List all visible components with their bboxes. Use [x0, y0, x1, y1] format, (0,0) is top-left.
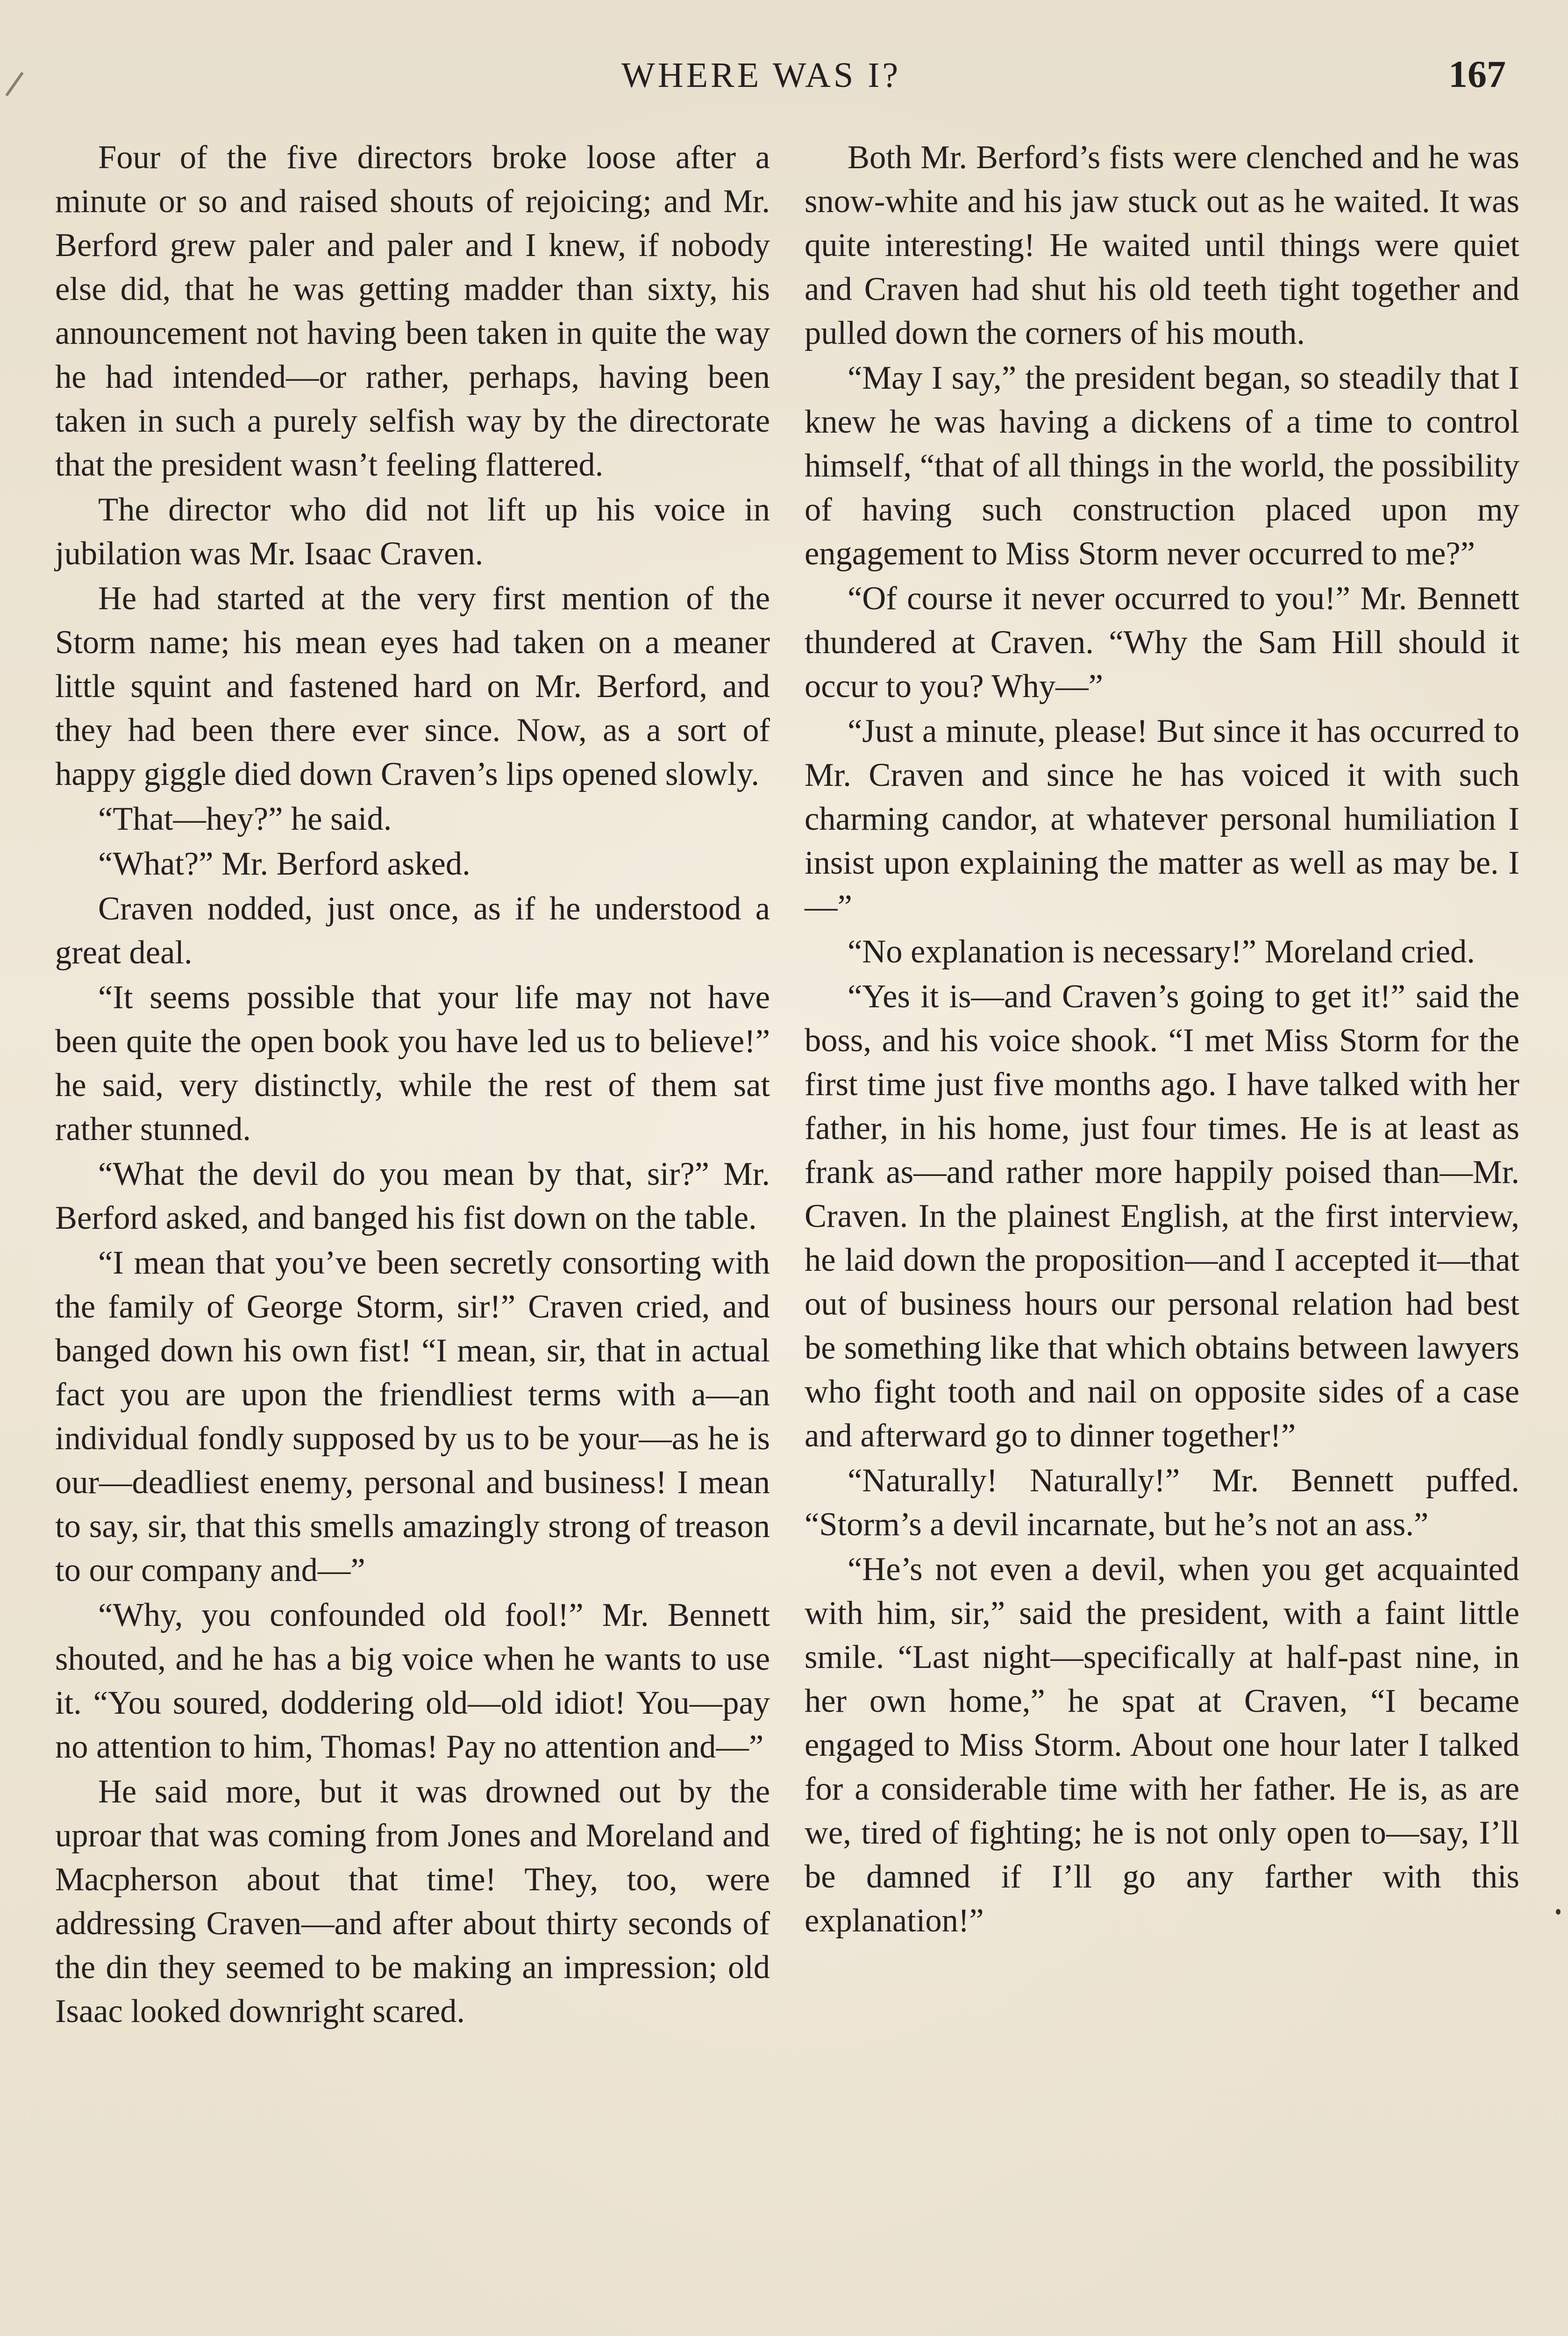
paragraph: “That—hey?” he said.: [98, 801, 392, 837]
paragraph: Four of the five directors broke loose after a minute or so and raised shouts of rejoicing; and Mr. Berford grew paler and paler and I knew, if nobody else did, that he was getting madder than sixty, his announcement not having been taken in quite the way he had intended—or rather, perhaps, having been taken in such a purely selfish way by the directorate that the president wasn’t feeling flattered.: [55, 139, 770, 483]
paragraph: He said more, but it was drowned out by the uproar that was coming from Jones and Moreland and Macpherson about that time! They, too, were addressing Craven—and after about thirty seconds of the din they seemed to be making an impression; old Isaac looked downright scared.: [55, 1773, 770, 2030]
paragraph: “May I say,” the president began, so steadily that I knew he was having a dickens of a time to control himself, “that of all things in the world, the possibility of having such construction placed upon my engagement to Miss Storm never occurred to me?”: [805, 360, 1519, 572]
paragraph: “Just a minute, please! But since it has occurred to Mr. Craven and since he has voiced it with such charming candor, at whatever personal humiliation I insist upon explaining the matter as well as may be. I—”: [805, 713, 1519, 925]
page-number: 167: [1448, 53, 1506, 95]
left-column: [55, 135, 770, 2034]
page-header: [0, 55, 1568, 111]
paragraph: “He’s not even a devil, when you get acquainted with him, sir,” said the president, with a faint little smile. “Last night—specifically at half-past nine, in her own home,” he spat at Craven, “I became engaged to Miss Storm. About one hour later I talked for a considerable time with her father. He is, as are we, tired of fighting; he is not only open to—say, I’ll be damned if I’ll go any farther with this explanation!”: [805, 1551, 1519, 1939]
paragraph: “I mean that you’ve been secretly consorting with the family of George Storm, sir!” Craven cried, and banged down his own fist! “I mean, sir, that in actual fact you are upon the friendliest terms with a—an individual fondly supposed by us to be your—as he is our—deadliest enemy, personal and business! I mean to say, sir, that this smells amazingly strong of treason to our company and—”: [55, 1245, 770, 1588]
paragraph: “It seems possible that your life may not have been quite the open book you have led us to believe!” he said, very distinctly, while the rest of them sat rather stunned.: [55, 979, 770, 1147]
right-column: [805, 135, 1519, 1944]
paragraph: Craven nodded, just once, as if he understood a great deal.: [55, 890, 770, 971]
paragraph: Both Mr. Berford’s fists were clenched and he was snow-white and his jaw stuck out as he waited. It was quite interesting! He waited until things were quiet and Craven had shut his old teeth tight together and pulled down the corners of his mouth.: [805, 139, 1519, 351]
paragraph: “No explanation is necessary!” Moreland cried.: [848, 933, 1475, 970]
running-head: WHERE WAS I?: [621, 56, 901, 95]
paragraph: “What the devil do you mean by that, sir?” Mr. Berford asked, and banged his fist down on the table.: [55, 1156, 770, 1236]
paragraph: He had started at the very first mention of the Storm name; his mean eyes had taken on a meaner little squint and fastened hard on Mr. Berford, and they had been there ever since. Now, as a sort of happy giggle died down Craven’s lips opened slowly.: [55, 580, 770, 792]
paragraph: “What?” Mr. Berford asked.: [98, 846, 470, 882]
paragraph: “Why, you confounded old fool!” Mr. Bennett shouted, and he has a big voice when he wants to use it. “You soured, doddering old—old idiot! You—pay no attention to him, Thomas! Pay no attention and—”: [55, 1597, 770, 1765]
paragraph: “Yes it is—and Craven’s going to get it!” said the boss, and his voice shook. “I met Miss Storm for the first time just five months ago. I have talked with her father, in his home, just four times. He is at least as frank as—and rather more happily poised than—Mr. Craven. In the plainest English, at the first interview, he laid down the proposition—and I accepted it—that out of business hours our personal relation had best be something like that which obtains between lawyers who fight tooth and nail on opposite sides of a case and afterward go to dinner together!”: [805, 978, 1519, 1454]
paragraph: The director who did not lift up his voice in jubilation was Mr. Isaac Craven.: [55, 491, 770, 572]
paragraph: “Naturally! Naturally!” Mr. Bennett puffed. “Storm’s a devil incarnate, but he’s not an ass.”: [805, 1462, 1519, 1543]
paragraph: “Of course it never occurred to you!” Mr. Bennett thundered at Craven. “Why the Sam Hill should it occur to you? Why—”: [805, 580, 1519, 705]
margin-speck: [1556, 1909, 1561, 1915]
